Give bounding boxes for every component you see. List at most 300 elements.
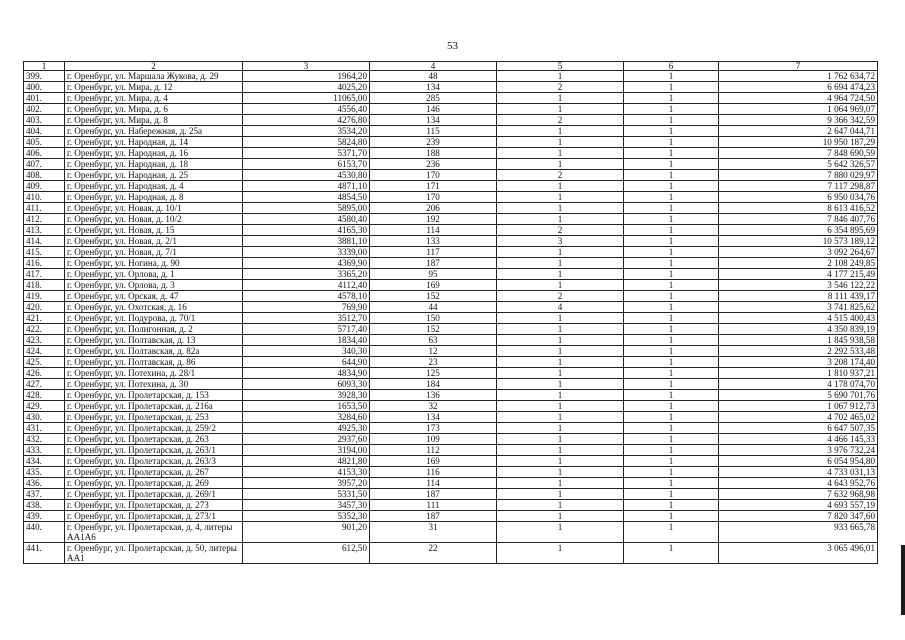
col-5-value-cell: 1 — [497, 93, 624, 104]
col-5-value-cell: 1 — [497, 313, 624, 324]
row-number-cell: 426. — [24, 368, 65, 379]
residents-cell: 187 — [370, 489, 497, 500]
total-area-cell: 4025,20 — [243, 82, 370, 93]
total-area-cell: 4871,10 — [243, 181, 370, 192]
amount-cell: 4 643 952,76 — [719, 478, 878, 489]
total-area-cell: 4153,30 — [243, 467, 370, 478]
address-cell: г. Оренбург, ул. Народная, д. 25 — [65, 170, 243, 181]
col-6-value-cell: 1 — [624, 456, 719, 467]
total-area-cell: 3512,70 — [243, 313, 370, 324]
col-5-value-cell: 1 — [497, 258, 624, 269]
row-number-cell: 441. — [24, 543, 65, 564]
col-6-value-cell: 1 — [624, 346, 719, 357]
row-number-cell: 430. — [24, 412, 65, 423]
table-row — [24, 247, 878, 258]
row-number-cell: 412. — [24, 214, 65, 225]
residents-cell: 48 — [370, 71, 497, 82]
col-6-value-cell: 1 — [624, 412, 719, 423]
col-6-value-cell: 1 — [624, 137, 719, 148]
row-number-cell: 418. — [24, 280, 65, 291]
col-5-value-cell: 1 — [497, 159, 624, 170]
table-row — [24, 500, 878, 511]
residents-cell: 63 — [370, 335, 497, 346]
row-number-cell: 431. — [24, 423, 65, 434]
amount-cell: 6 054 954,80 — [719, 456, 878, 467]
total-area-cell: 1653,50 — [243, 401, 370, 412]
residents-cell: 206 — [370, 203, 497, 214]
amount-cell: 6 647 507,35 — [719, 423, 878, 434]
amount-cell: 7 820 347,60 — [719, 511, 878, 522]
amount-cell: 7 632 968,98 — [719, 489, 878, 500]
amount-cell: 4 178 074,70 — [719, 379, 878, 390]
table-row — [24, 445, 878, 456]
table-row — [24, 412, 878, 423]
col-5-value-cell: 1 — [497, 434, 624, 445]
register-table — [23, 61, 878, 564]
amount-cell: 10 950 187,29 — [719, 137, 878, 148]
total-area-cell: 612,50 — [243, 543, 370, 564]
col-5-value-cell: 1 — [497, 324, 624, 335]
row-number-cell: 411. — [24, 203, 65, 214]
col-5-value-cell: 1 — [497, 478, 624, 489]
row-number-cell: 401. — [24, 93, 65, 104]
row-number-cell: 407. — [24, 159, 65, 170]
amount-cell: 10 573 189,12 — [719, 236, 878, 247]
table-row — [24, 181, 878, 192]
row-number-cell: 422. — [24, 324, 65, 335]
col-5-value-cell: 1 — [497, 445, 624, 456]
amount-cell: 4 177 215,49 — [719, 269, 878, 280]
residents-cell: 114 — [370, 225, 497, 236]
residents-cell: 170 — [370, 170, 497, 181]
amount-cell: 3 208 174,40 — [719, 357, 878, 368]
col-6-value-cell: 1 — [624, 467, 719, 478]
residents-cell: 187 — [370, 511, 497, 522]
col-5-value-cell: 1 — [497, 181, 624, 192]
table-row — [24, 434, 878, 445]
total-area-cell: 340,30 — [243, 346, 370, 357]
amount-cell: 4 702 465,02 — [719, 412, 878, 423]
col-6-value-cell: 1 — [624, 159, 719, 170]
col-5-value-cell: 1 — [497, 148, 624, 159]
col-6-value-cell: 1 — [624, 148, 719, 159]
amount-cell: 5 690 701,76 — [719, 390, 878, 401]
address-cell: г. Оренбург, ул. Пролетарская, д. 216а — [65, 401, 243, 412]
row-number-cell: 437. — [24, 489, 65, 500]
table-row — [24, 511, 878, 522]
col-6-value-cell: 1 — [624, 71, 719, 82]
col-6-value-cell: 1 — [624, 368, 719, 379]
col-6-value-cell: 1 — [624, 445, 719, 456]
table-row — [24, 543, 878, 564]
total-area-cell: 1834,40 — [243, 335, 370, 346]
col-5-value-cell: 1 — [497, 489, 624, 500]
column-number-7: 7 — [719, 62, 878, 71]
total-area-cell: 1964,20 — [243, 71, 370, 82]
address-cell: г. Оренбург, ул. Орская, д. 47 — [65, 291, 243, 302]
col-6-value-cell: 1 — [624, 543, 719, 564]
total-area-cell: 4530,80 — [243, 170, 370, 181]
row-number-cell: 415. — [24, 247, 65, 258]
col-5-value-cell: 1 — [497, 335, 624, 346]
table-row — [24, 214, 878, 225]
col-5-value-cell: 1 — [497, 500, 624, 511]
row-number-cell: 406. — [24, 148, 65, 159]
residents-cell: 44 — [370, 302, 497, 313]
residents-cell: 12 — [370, 346, 497, 357]
table-row — [24, 93, 878, 104]
amount-cell: 4 733 031,13 — [719, 467, 878, 478]
column-number-row — [24, 62, 878, 71]
table-row — [24, 368, 878, 379]
amount-cell: 2 108 249,85 — [719, 258, 878, 269]
col-6-value-cell: 1 — [624, 379, 719, 390]
col-5-value-cell: 1 — [497, 269, 624, 280]
residents-cell: 117 — [370, 247, 497, 258]
col-6-value-cell: 1 — [624, 258, 719, 269]
row-number-cell: 408. — [24, 170, 65, 181]
col-5-value-cell: 1 — [497, 467, 624, 478]
total-area-cell: 4834,90 — [243, 368, 370, 379]
address-cell: г. Оренбург, ул. Пролетарская, д. 263/3 — [65, 456, 243, 467]
address-cell: г. Оренбург, ул. Мира, д. 4 — [65, 93, 243, 104]
total-area-cell: 3194,00 — [243, 445, 370, 456]
table-row — [24, 159, 878, 170]
table-row — [24, 324, 878, 335]
residents-cell: 236 — [370, 159, 497, 170]
table-row — [24, 148, 878, 159]
col-6-value-cell: 1 — [624, 324, 719, 335]
address-cell: г. Оренбург, ул. Мира, д. 6 — [65, 104, 243, 115]
address-cell: г. Оренбург, ул. Пролетарская, д. 269 — [65, 478, 243, 489]
amount-cell: 3 546 122,22 — [719, 280, 878, 291]
col-5-value-cell: 1 — [497, 203, 624, 214]
row-number-cell: 425. — [24, 357, 65, 368]
address-cell: г. Оренбург, ул. Народная, д. 4 — [65, 181, 243, 192]
col-6-value-cell: 1 — [624, 104, 719, 115]
amount-cell: 7 880 029,97 — [719, 170, 878, 181]
table-row — [24, 379, 878, 390]
col-6-value-cell: 1 — [624, 522, 719, 543]
row-number-cell: 428. — [24, 390, 65, 401]
total-area-cell: 6093,30 — [243, 379, 370, 390]
table-row — [24, 467, 878, 478]
table-row — [24, 203, 878, 214]
residents-cell: 112 — [370, 445, 497, 456]
total-area-cell: 3339,00 — [243, 247, 370, 258]
col-5-value-cell: 3 — [497, 236, 624, 247]
total-area-cell: 4854,50 — [243, 192, 370, 203]
row-number-cell: 423. — [24, 335, 65, 346]
residents-cell: 150 — [370, 313, 497, 324]
residents-cell: 111 — [370, 500, 497, 511]
address-cell: г. Оренбург, ул. Полигонная, д. 2 — [65, 324, 243, 335]
residents-cell: 32 — [370, 401, 497, 412]
table-row — [24, 313, 878, 324]
address-cell: г. Оренбург, ул. Пролетарская, д. 259/2 — [65, 423, 243, 434]
col-5-value-cell: 2 — [497, 82, 624, 93]
residents-cell: 133 — [370, 236, 497, 247]
table-row — [24, 390, 878, 401]
table-row — [24, 335, 878, 346]
amount-cell: 933 665,78 — [719, 522, 878, 543]
col-6-value-cell: 1 — [624, 247, 719, 258]
residents-cell: 187 — [370, 258, 497, 269]
address-cell: г. Оренбург, ул. Пролетарская, д. 153 — [65, 390, 243, 401]
address-cell: г. Оренбург, ул. Новая, д. 10/1 — [65, 203, 243, 214]
col-6-value-cell: 1 — [624, 478, 719, 489]
col-5-value-cell: 1 — [497, 104, 624, 115]
address-cell: г. Оренбург, ул. Пролетарская, д. 253 — [65, 412, 243, 423]
total-area-cell: 3284,60 — [243, 412, 370, 423]
col-5-value-cell: 1 — [497, 390, 624, 401]
column-number-3: 3 — [243, 62, 370, 71]
col-6-value-cell: 1 — [624, 93, 719, 104]
table-row — [24, 104, 878, 115]
residents-cell: 285 — [370, 93, 497, 104]
table-row — [24, 456, 878, 467]
amount-cell: 3 065 496,01 — [719, 543, 878, 564]
row-number-cell: 427. — [24, 379, 65, 390]
total-area-cell: 4165,30 — [243, 225, 370, 236]
scan-edge-mark — [901, 545, 905, 615]
amount-cell: 4 693 557,19 — [719, 500, 878, 511]
column-number-1: 1 — [24, 62, 65, 71]
row-number-cell: 438. — [24, 500, 65, 511]
row-number-cell: 409. — [24, 181, 65, 192]
row-number-cell: 429. — [24, 401, 65, 412]
address-cell: г. Оренбург, ул. Пролетарская, д. 273 — [65, 500, 243, 511]
residents-cell: 116 — [370, 467, 497, 478]
column-number-6: 6 — [624, 62, 719, 71]
col-5-value-cell: 1 — [497, 511, 624, 522]
col-6-value-cell: 1 — [624, 335, 719, 346]
column-number-4: 4 — [370, 62, 497, 71]
address-cell: г. Оренбург, ул. Полтавская, д. 86 — [65, 357, 243, 368]
amount-cell: 4 964 724,50 — [719, 93, 878, 104]
total-area-cell: 3957,20 — [243, 478, 370, 489]
col-5-value-cell: 1 — [497, 456, 624, 467]
residents-cell: 188 — [370, 148, 497, 159]
column-number-2: 2 — [65, 62, 243, 71]
col-6-value-cell: 1 — [624, 489, 719, 500]
col-6-value-cell: 1 — [624, 192, 719, 203]
residents-cell: 23 — [370, 357, 497, 368]
amount-cell: 5 642 326,57 — [719, 159, 878, 170]
col-5-value-cell: 1 — [497, 401, 624, 412]
table-row — [24, 357, 878, 368]
total-area-cell: 3534,20 — [243, 126, 370, 137]
amount-cell: 3 092 264,67 — [719, 247, 878, 258]
col-5-value-cell: 1 — [497, 192, 624, 203]
total-area-cell: 5371,70 — [243, 148, 370, 159]
col-6-value-cell: 1 — [624, 269, 719, 280]
amount-cell: 9 366 342,59 — [719, 115, 878, 126]
amount-cell: 4 515 400,43 — [719, 313, 878, 324]
table-row — [24, 522, 878, 543]
table-row — [24, 192, 878, 203]
col-5-value-cell: 1 — [497, 137, 624, 148]
col-6-value-cell: 1 — [624, 236, 719, 247]
table-row — [24, 489, 878, 500]
address-cell: г. Оренбург, ул. Полтавская, д. 82а — [65, 346, 243, 357]
column-number-5: 5 — [497, 62, 624, 71]
amount-cell: 4 466 145,33 — [719, 434, 878, 445]
col-6-value-cell: 1 — [624, 401, 719, 412]
row-number-cell: 410. — [24, 192, 65, 203]
row-number-cell: 436. — [24, 478, 65, 489]
total-area-cell: 4276,80 — [243, 115, 370, 126]
table-row — [24, 401, 878, 412]
address-cell: г. Оренбург, ул. Новая, д. 10/2 — [65, 214, 243, 225]
residents-cell: 95 — [370, 269, 497, 280]
address-cell: г. Оренбург, ул. Набережная, д. 25а — [65, 126, 243, 137]
residents-cell: 192 — [370, 214, 497, 225]
address-cell: г. Оренбург, ул. Полтавская, д. 13 — [65, 335, 243, 346]
page-number: 53 — [447, 40, 458, 52]
address-cell: г. Оренбург, ул. Ногина, д. 90 — [65, 258, 243, 269]
address-cell: г. Оренбург, ул. Пролетарская, д. 273/1 — [65, 511, 243, 522]
row-number-cell: 414. — [24, 236, 65, 247]
total-area-cell: 644,90 — [243, 357, 370, 368]
residents-cell: 134 — [370, 115, 497, 126]
col-5-value-cell: 2 — [497, 291, 624, 302]
residents-cell: 173 — [370, 423, 497, 434]
address-cell: г. Оренбург, ул. Мира, д. 8 — [65, 115, 243, 126]
col-6-value-cell: 1 — [624, 115, 719, 126]
total-area-cell: 901,20 — [243, 522, 370, 543]
amount-cell: 2 647 044,71 — [719, 126, 878, 137]
amount-cell: 6 950 034,76 — [719, 192, 878, 203]
total-area-cell: 2937,60 — [243, 434, 370, 445]
total-area-cell: 4556,40 — [243, 104, 370, 115]
amount-cell: 6 694 474,23 — [719, 82, 878, 93]
table-row — [24, 478, 878, 489]
residents-cell: 109 — [370, 434, 497, 445]
col-6-value-cell: 1 — [624, 82, 719, 93]
total-area-cell: 3928,30 — [243, 390, 370, 401]
amount-cell: 1 064 969,07 — [719, 104, 878, 115]
col-5-value-cell: 1 — [497, 522, 624, 543]
col-6-value-cell: 1 — [624, 434, 719, 445]
table-row — [24, 346, 878, 357]
col-5-value-cell: 1 — [497, 379, 624, 390]
residents-cell: 239 — [370, 137, 497, 148]
col-5-value-cell: 1 — [497, 412, 624, 423]
residents-cell: 152 — [370, 291, 497, 302]
row-number-cell: 399. — [24, 71, 65, 82]
total-area-cell: 3365,20 — [243, 269, 370, 280]
address-cell: г. Оренбург, ул. Пролетарская, д. 4, литеры АА1А6 — [65, 522, 243, 543]
row-number-cell: 420. — [24, 302, 65, 313]
row-number-cell: 416. — [24, 258, 65, 269]
col-6-value-cell: 1 — [624, 302, 719, 313]
address-cell: г. Оренбург, ул. Народная, д. 16 — [65, 148, 243, 159]
row-number-cell: 435. — [24, 467, 65, 478]
address-cell: г. Оренбург, ул. Пролетарская, д. 267 — [65, 467, 243, 478]
total-area-cell: 5331,50 — [243, 489, 370, 500]
table-row — [24, 225, 878, 236]
residents-cell: 169 — [370, 456, 497, 467]
col-6-value-cell: 1 — [624, 390, 719, 401]
table-row — [24, 280, 878, 291]
table-row — [24, 423, 878, 434]
table-row — [24, 82, 878, 93]
col-5-value-cell: 1 — [497, 214, 624, 225]
address-cell: г. Оренбург, ул. Народная, д. 14 — [65, 137, 243, 148]
row-number-cell: 405. — [24, 137, 65, 148]
col-6-value-cell: 1 — [624, 203, 719, 214]
table-row — [24, 302, 878, 313]
amount-cell: 6 354 895,69 — [719, 225, 878, 236]
col-6-value-cell: 1 — [624, 126, 719, 137]
table-row — [24, 126, 878, 137]
col-6-value-cell: 1 — [624, 313, 719, 324]
address-cell: г. Оренбург, ул. Потехина, д. 30 — [65, 379, 243, 390]
table-row — [24, 115, 878, 126]
col-6-value-cell: 1 — [624, 291, 719, 302]
residents-cell: 146 — [370, 104, 497, 115]
col-5-value-cell: 2 — [497, 225, 624, 236]
total-area-cell: 5895,00 — [243, 203, 370, 214]
amount-cell: 7 846 407,76 — [719, 214, 878, 225]
table-row — [24, 170, 878, 181]
amount-cell: 3 976 732,24 — [719, 445, 878, 456]
total-area-cell: 4925,30 — [243, 423, 370, 434]
table-row — [24, 269, 878, 280]
amount-cell: 4 350 839,19 — [719, 324, 878, 335]
row-number-cell: 413. — [24, 225, 65, 236]
residents-cell: 152 — [370, 324, 497, 335]
row-number-cell: 417. — [24, 269, 65, 280]
total-area-cell: 4578,10 — [243, 291, 370, 302]
total-area-cell: 11065,00 — [243, 93, 370, 104]
address-cell: г. Оренбург, ул. Мира, д. 12 — [65, 82, 243, 93]
residents-cell: 125 — [370, 368, 497, 379]
total-area-cell: 3881,10 — [243, 236, 370, 247]
address-cell: г. Оренбург, ул. Орлова, д. 1 — [65, 269, 243, 280]
total-area-cell: 769,90 — [243, 302, 370, 313]
amount-cell: 1 762 634,72 — [719, 71, 878, 82]
col-6-value-cell: 1 — [624, 225, 719, 236]
col-6-value-cell: 1 — [624, 280, 719, 291]
total-area-cell: 6153,70 — [243, 159, 370, 170]
row-number-cell: 439. — [24, 511, 65, 522]
residents-cell: 169 — [370, 280, 497, 291]
col-5-value-cell: 1 — [497, 280, 624, 291]
residents-cell: 31 — [370, 522, 497, 543]
address-cell: г. Оренбург, ул. Подурова, д. 70/1 — [65, 313, 243, 324]
total-area-cell: 4112,40 — [243, 280, 370, 291]
table-row — [24, 137, 878, 148]
amount-cell: 1 810 937,21 — [719, 368, 878, 379]
address-cell: г. Оренбург, ул. Пролетарская, д. 263 — [65, 434, 243, 445]
total-area-cell: 4821,80 — [243, 456, 370, 467]
col-6-value-cell: 1 — [624, 214, 719, 225]
row-number-cell: 403. — [24, 115, 65, 126]
total-area-cell: 4580,40 — [243, 214, 370, 225]
address-cell: г. Оренбург, ул. Пролетарская, д. 269/1 — [65, 489, 243, 500]
address-cell: г. Оренбург, ул. Новая, д. 7/1 — [65, 247, 243, 258]
col-5-value-cell: 2 — [497, 170, 624, 181]
amount-cell: 7 117 298,87 — [719, 181, 878, 192]
total-area-cell: 3457,30 — [243, 500, 370, 511]
col-5-value-cell: 1 — [497, 247, 624, 258]
row-number-cell: 421. — [24, 313, 65, 324]
col-6-value-cell: 1 — [624, 181, 719, 192]
table-row — [24, 291, 878, 302]
col-5-value-cell: 1 — [497, 357, 624, 368]
